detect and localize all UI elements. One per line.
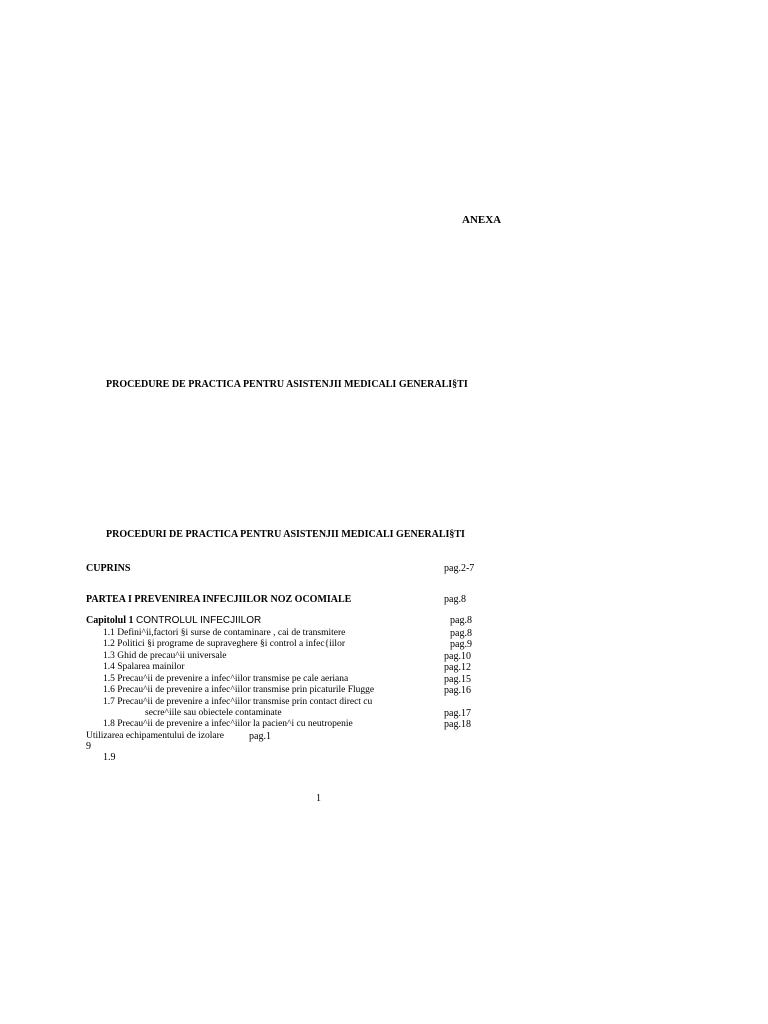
toc-chapter-prefix: Capitolul 1 (86, 615, 134, 626)
toc-part-label: PARTEA I PREVENIREA INFECJIILOR NOZ OCOMIALE (86, 594, 352, 605)
toc-extra-line-page: pag.1 (249, 731, 271, 742)
toc-chapter-page: pag.8 (450, 615, 472, 626)
toc-item: 1.3 Ghid de precau^ii universale (103, 651, 227, 661)
toc-cuprins-label: CUPRINS (86, 563, 131, 574)
toc-item: 1.1 Defini^ii,factori §i surse de contaminare , cai de transmitere (103, 628, 346, 638)
toc-title: PROCEDURI DE PRACTICA PENTRU ASISTENJII MEDICALI GENERALI§TI (106, 529, 465, 540)
toc-cuprins-page: pag.2-7 (444, 563, 475, 574)
toc-item-page: pag.18 (444, 719, 471, 730)
toc-part-page: pag.8 (444, 594, 466, 605)
toc-item: secre^iile sau obiectele contaminate (145, 708, 282, 718)
toc-chapter-title: CONTROLUL INFECJIILOR (136, 615, 262, 626)
toc-item-page: pag.16 (444, 685, 471, 696)
toc-item-page: pag.17 (444, 708, 471, 719)
toc-item-page: pag.9 (450, 639, 472, 650)
toc-item: 1.4 Spalarea mainilor (103, 662, 185, 672)
toc-item-page: pag.8 (450, 628, 472, 639)
cover-title: PROCEDURE DE PRACTICA PENTRU ASISTENJII MEDICALI GENERALI§TI (106, 379, 468, 390)
toc-item-page: pag.15 (444, 674, 471, 685)
toc-item: 1.8 Precau^ii de prevenire a infec^iilor la pacien^i cu neutropenie (103, 719, 353, 729)
toc-stray-digit: 9 (86, 741, 91, 752)
toc-item: 1.6 Precau^ii de prevenire a infec^iilor transmise prin picaturile Flugge (103, 685, 375, 695)
annex-label: ANEXA (462, 214, 502, 226)
toc-item: 1.2 Politici §i programe de supraveghere §i control a infec{iilor (103, 639, 345, 649)
toc-item: 1.5 Precau^ii de prevenire a infec^iilor transmise pe cale aeriana (103, 674, 349, 684)
toc-item: 1.7 Precau^ii de prevenire a infec^iilor transmise prin contact direct cu (103, 697, 373, 707)
toc-item-page: pag.10 (444, 651, 471, 662)
page-number: 1 (316, 793, 321, 804)
toc-item-1-9: 1.9 (103, 752, 116, 763)
toc-item-page: pag.12 (444, 662, 471, 673)
toc-chapter-heading (86, 616, 261, 626)
toc-extra-line: Utilizarea echipamentului de izolare (86, 731, 224, 741)
